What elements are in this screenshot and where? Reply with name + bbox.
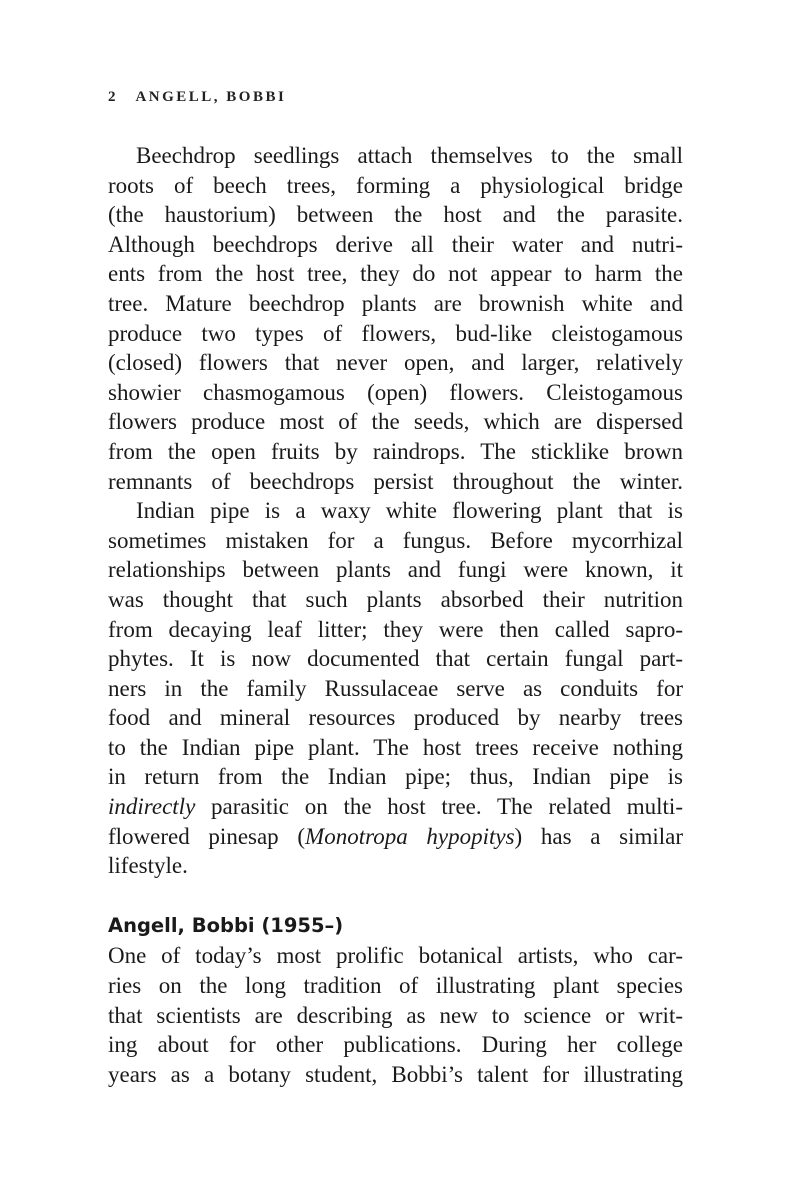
text-line: years as a botany student, Bobbi’s talent for illustrating [108,1061,683,1087]
text-line: from decaying leaf litter; they were then called sapro- [108,616,683,642]
text-line: tree. Mature beechdrop plants are brownish white and [108,290,683,316]
text-line: flowers produce most of the seeds, which are dispersed [108,409,683,435]
text-line: lifestyle. [108,853,188,879]
text-line: in return from the Indian pipe; thus, Indian pipe is [108,764,683,790]
entry-heading: Angell, Bobbi (1955–) [108,913,344,937]
text-line [108,792,683,822]
text-line: to the Indian pipe plant. The host trees receive nothing [108,734,683,760]
text-line: phytes. It is now documented that certain fungal part- [108,646,683,672]
text-line: that scientists are describing as new to science or writ- [108,1002,683,1028]
text-line [108,822,683,852]
species-name: Monotropa hypopitys [305,823,515,849]
text-line: food and mineral resources produced by nearby trees [108,705,683,731]
text-line: ners in the family Russulaceae serve as conduits for [108,675,683,701]
running-title: ANGELL, BOBBI [135,89,287,105]
text-run: ) has a similar [514,823,684,849]
text-line: was thought that such plants absorbed their nutrition [108,586,683,612]
page-number: 2 [108,89,118,105]
text-line: (closed) flowers that never open, and larger, relatively [108,350,683,376]
text-line: Indian pipe is a waxy white flowering plant that is [136,498,683,524]
text-line: showier chasmogamous (open) flowers. Cleistogamous [108,379,683,405]
text-line: ents from the host tree, they do not appear to harm the [108,261,683,287]
text-line: Although beechdrops derive all their water and nutri- [108,231,683,257]
text-line: relationships between plants and fungi were known, it [108,557,683,583]
text-line: sometimes mistaken for a fungus. Before mycorrhizal [108,527,683,553]
paragraph-beechdrops [108,141,683,496]
text-line: roots of beech trees, forming a physiological bridge [108,172,683,198]
text-line: remnants of beechdrops persist throughout the winter. [108,468,683,494]
entry-text [108,941,683,1089]
text-run: flowered pinesap ( [108,823,306,849]
paragraph-indian-pipe [108,496,683,881]
running-head [108,89,286,106]
text-line: Beechdrop seedlings attach themselves to the small [136,143,683,168]
text-line: One of today’s most prolific botanical artists, who car- [108,943,683,969]
text-line: (the haustorium) between the host and the parasite. [108,202,683,228]
text-line: produce two types of flowers, bud-like cleistogamous [108,320,683,346]
text-line: from the open fruits by raindrops. The sticklike brown [108,438,683,464]
body-text [108,141,683,1089]
italic-text: indirectly [108,794,196,820]
text-line: ing about for other publications. During her college [108,1032,683,1058]
text-line: ries on the long tradition of illustrating plant species [108,973,683,999]
text-run: parasitic on the host tree. The related multi- [195,794,683,820]
